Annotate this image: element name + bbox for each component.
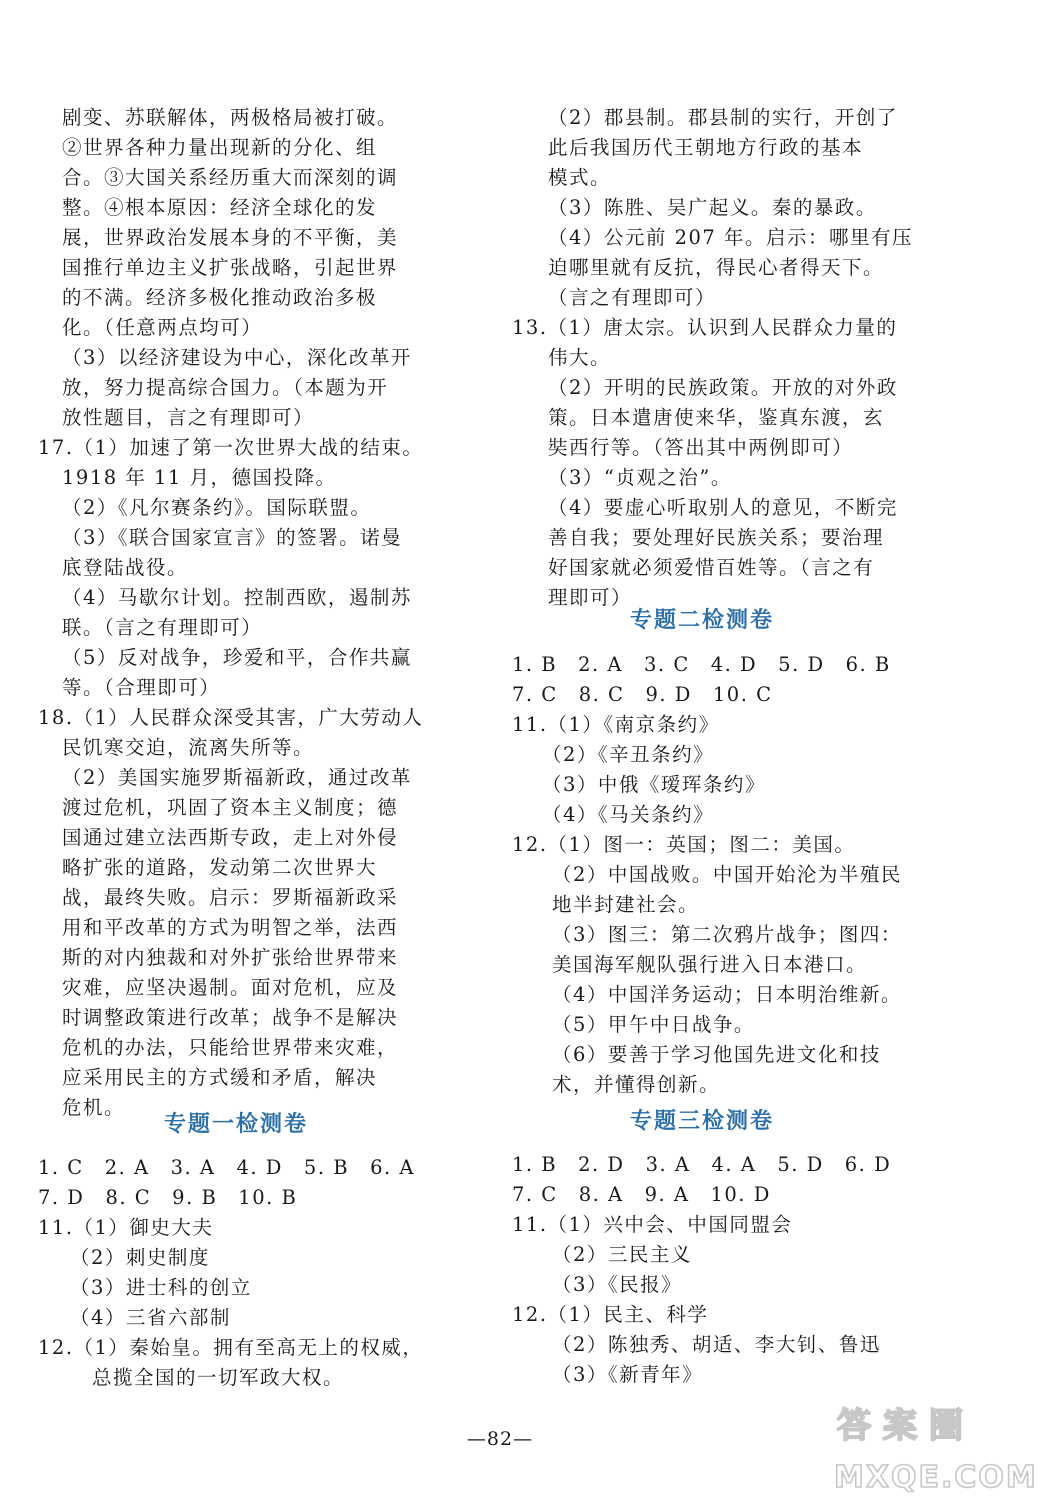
section-heading-2: 专题二检测卷: [629, 608, 774, 633]
text-line: （4）三省六部制: [70, 1306, 231, 1329]
text-line: 美国海军舰队强行进入日本港口。: [552, 953, 868, 976]
text-line: 好国家就必须爱惜百姓等。（言之有: [548, 556, 875, 579]
page-number: —82—: [466, 1428, 534, 1450]
text-line: 时调整政策进行改革；战争不是解决: [62, 1006, 399, 1029]
question-11: 11.（1）兴中会、中国同盟会: [512, 1213, 793, 1236]
text-line: 灾难，应坚决遏制。面对危机，应及: [62, 976, 399, 999]
text-line: 放，努力提高综合国力。（本题为开: [62, 376, 389, 399]
text-line: 伟大。: [548, 346, 612, 369]
mc-answers: 1. C 2. A 3. A 4. D 5. B 6. A: [38, 1156, 415, 1179]
text-line: （2）郡县制。郡县制的实行，开创了: [548, 106, 898, 129]
text-line: 术，并懂得创新。: [552, 1073, 721, 1096]
text-line: （4）要虚心听取别人的意见，不断完: [548, 496, 898, 519]
text-line: （3）《联合国家宣言》的签署。诺曼: [62, 526, 403, 549]
text-line: 奘西行等。（答出其中两例即可）: [548, 436, 854, 459]
text-line: （2）陈独秀、胡适、李大钊、鲁迅: [552, 1333, 881, 1356]
question-12: 12.（1）秦始皇。拥有至高无上的权威，: [38, 1336, 424, 1359]
text-line: （2）开明的民族政策。开放的对外政: [548, 376, 898, 399]
text-line: （4）中国洋务运动；日本明治维新。: [552, 983, 902, 1006]
question-13: 13.（1）唐太宗。认识到人民群众力量的: [512, 316, 898, 339]
text-line: （4）马歇尔计划。控制西欧，遏制苏: [62, 586, 412, 609]
text-line: 渡过危机，巩固了资本主义制度；德: [62, 796, 399, 819]
text-line: 应采用民主的方式缓和矛盾，解决: [62, 1066, 378, 1089]
text-line: （3）《新青年》: [552, 1363, 704, 1386]
watermark-logo: [832, 1404, 1038, 1500]
mc-answers: 7. C 8. C 9. D 10. C: [512, 683, 773, 706]
text-line: 展，世界政治发展本身的不平衡，美: [62, 226, 399, 249]
text-line: 底登陆战役。: [62, 556, 189, 579]
watermark-char: 案: [883, 1406, 917, 1446]
text-line: 总揽全国的一切军政大权。: [92, 1366, 345, 1389]
text-line: 善自我；要处理好民族关系；要治理: [548, 526, 885, 549]
text-line: （2）中国战败。中国开始沦为半殖民: [552, 863, 902, 886]
question-12: 12.（1）图一：英国；图二：美国。: [512, 833, 856, 856]
text-line: （4）《马关条约》: [542, 803, 715, 826]
text-line: （6）要善于学习他国先进文化和技: [552, 1043, 881, 1066]
question-11: 11.（1）御史大夫: [38, 1216, 214, 1239]
text-line: 国推行单边主义扩张战略，引起世界: [62, 256, 399, 279]
text-line: （言之有理即可）: [548, 286, 717, 309]
text-line: （5）甲午中日战争。: [552, 1013, 755, 1036]
text-line: （3）《民报》: [552, 1273, 683, 1296]
text-line: （3）进士科的创立: [70, 1276, 252, 1299]
watermark-char: 圈: [929, 1406, 963, 1446]
text-line: 放性题目，言之有理即可）: [62, 406, 315, 429]
text-line: （2）《凡尔赛条约》。国际联盟。: [62, 496, 372, 519]
text-line: （3）图三：第二次鸦片战争；图四：: [552, 923, 902, 946]
text-line: 理即可）: [548, 586, 633, 609]
mc-answers: 1. B 2. A 3. C 4. D 5. D 6. B: [512, 653, 891, 676]
text-line: 此后我国历代王朝地方行政的基本: [548, 136, 864, 159]
text-line: 1918 年 11 月，德国投降。: [62, 466, 337, 489]
text-line: 用和平改革的方式为明智之举，法西: [62, 916, 399, 939]
question-17: 17.（1）加速了第一次世界大战的结束。: [38, 436, 424, 459]
text-line: 的不满。经济多极化推动政治多极: [62, 286, 378, 309]
text-line: 联。（言之有理即可）: [62, 616, 263, 639]
text-line: （2）美国实施罗斯福新政，通过改革: [62, 766, 412, 789]
text-line: （2）《辛丑条约》: [542, 743, 715, 766]
text-line: 迫哪里就有反抗，得民心者得天下。: [548, 256, 885, 279]
question-11: 11.（1）《南京条约》: [512, 713, 720, 736]
text-line: （4）公元前 207 年。启示：哪里有压: [548, 226, 914, 249]
watermark-char: 答: [837, 1406, 871, 1446]
text-line: 危机。: [62, 1096, 126, 1119]
text-line: （2）刺史制度: [70, 1246, 210, 1269]
text-line: 合。③大国关系经历重大而深刻的调: [62, 166, 399, 189]
watermark-domain: MXQE.COM: [834, 1460, 1038, 1495]
question-12: 12.（1）民主、科学: [512, 1303, 709, 1326]
mc-answers: 1. B 2. D 3. A 4. A 5. D 6. D: [512, 1153, 892, 1176]
text-line: 国通过建立法西斯专政，走上对外侵: [62, 826, 399, 849]
text-line: 危机的办法，只能给世界带来灾难，: [62, 1036, 399, 1059]
text-line: 整。④根本原因：经济全球化的发: [62, 196, 378, 219]
text-line: （3）以经济建设为中心，深化改革开: [62, 346, 412, 369]
text-line: 等。（合理即可）: [62, 676, 221, 699]
text-line: 斯的对内独裁和对外扩张给世界带来: [62, 946, 399, 969]
text-line: （3）陈胜、吴广起义。秦的暴政。: [548, 196, 877, 219]
question-18: 18.（1）人民群众深受其害，广大劳动人: [38, 706, 424, 729]
text-line: 战，最终失败。启示：罗斯福新政采: [62, 886, 399, 909]
text-line: 化。（任意两点均可）: [62, 316, 263, 339]
text-line: （3）中俄《瑷珲条约》: [542, 773, 766, 796]
text-line: 民饥寒交迫，流离失所等。: [62, 736, 315, 759]
text-line: 剧变、苏联解体，两极格局被打破。: [62, 106, 399, 129]
text-line: ②世界各种力量出现新的分化、组: [62, 136, 378, 159]
section-heading-3: 专题三检测卷: [629, 1109, 774, 1134]
text-line: 地半封建社会。: [552, 893, 700, 916]
text-line: 模式。: [548, 166, 612, 189]
mc-answers: 7. C 8. A 9. A 10. D: [512, 1183, 771, 1206]
text-line: （3）“贞观之治”。: [548, 466, 732, 489]
text-line: （2）三民主义: [552, 1243, 692, 1266]
text-line: 策。日本遣唐使来华，鉴真东渡，玄: [548, 406, 885, 429]
mc-answers: 7. D 8. C 9. B 10. B: [38, 1186, 298, 1209]
text-line: 略扩张的道路，发动第二次世界大: [62, 856, 378, 879]
section-heading-1: 专题一检测卷: [163, 1112, 308, 1137]
text-line: （5）反对战争，珍爱和平，合作共赢: [62, 646, 412, 669]
